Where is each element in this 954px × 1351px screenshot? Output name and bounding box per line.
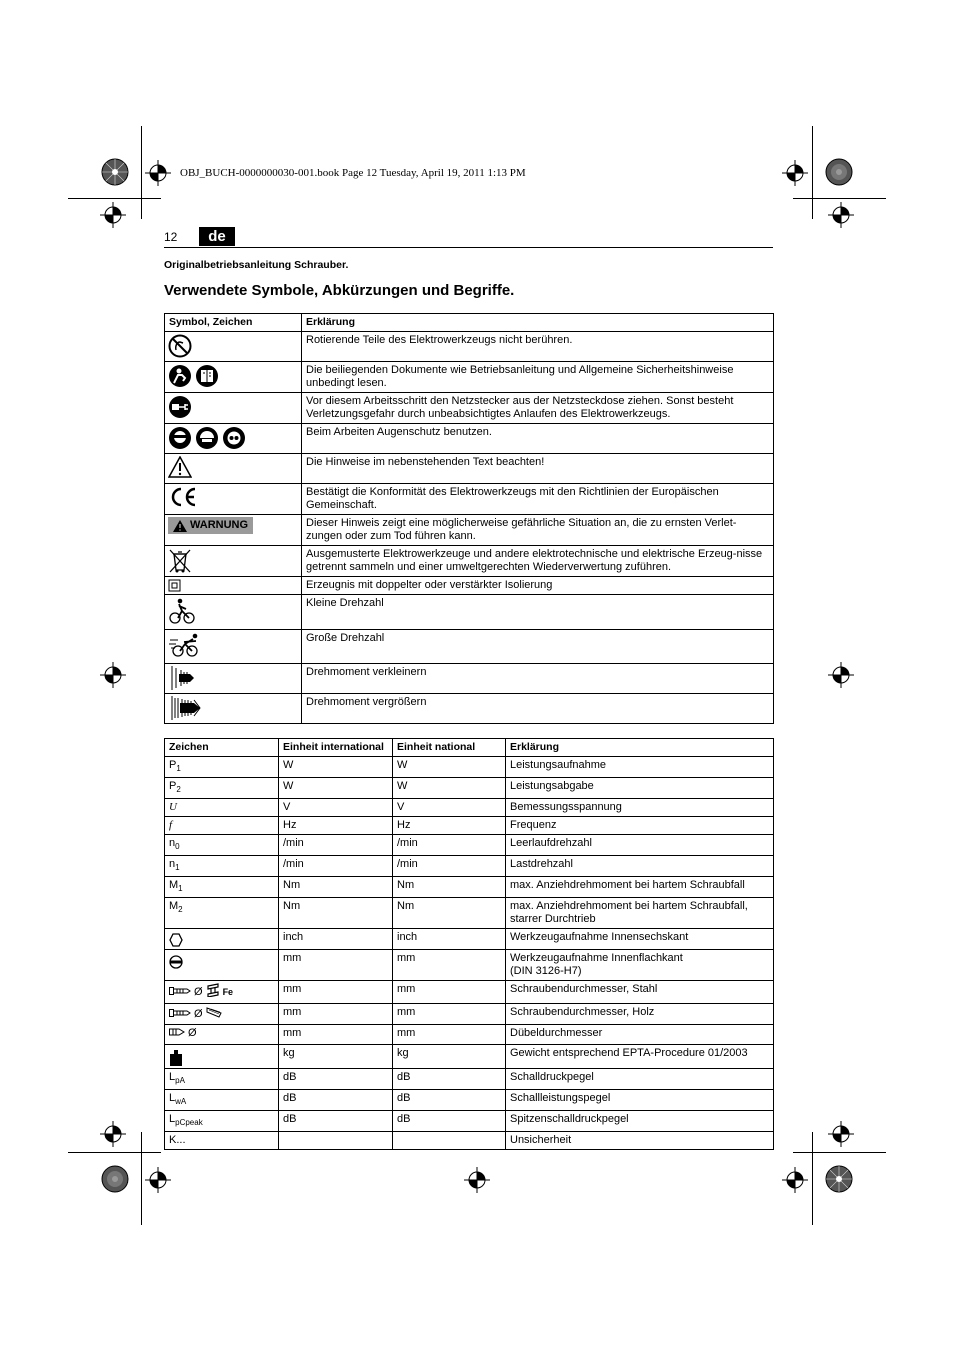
table-cell: W <box>279 757 393 778</box>
table-row <box>165 362 774 393</box>
table-cell: dB <box>393 1111 506 1132</box>
no-touch-rotating-icon <box>168 334 298 358</box>
weee-bin-icon <box>168 548 298 574</box>
warning-triangle-icon <box>168 456 298 478</box>
symbol-text: U <box>169 801 177 813</box>
table-cell: Bestätigt die Konformität des Elektrowerkzeugs mit den Richtlinien der Europäischen Gemeinschaft. <box>302 484 774 515</box>
registration-target-icon <box>100 202 126 228</box>
column-header: Zeichen <box>165 739 279 757</box>
crop-mark <box>812 126 813 219</box>
table-cell: V <box>393 799 506 817</box>
table-row <box>165 1069 774 1090</box>
table-cell: mm <box>279 1025 393 1045</box>
print-wheel-icon <box>101 158 129 186</box>
table-row <box>165 630 774 664</box>
crop-mark <box>68 198 161 199</box>
table-cell: max. Anziehdrehmoment bei hartem Schraubfall, starrer Durchtrieb <box>506 898 774 929</box>
wood-plank-icon <box>206 1006 222 1022</box>
table-cell: /min <box>393 856 506 877</box>
table-cell: inch <box>279 929 393 950</box>
table-cell: /min <box>279 856 393 877</box>
registration-target-icon <box>145 160 171 186</box>
table-row <box>165 1045 774 1069</box>
table-cell: dB <box>279 1090 393 1111</box>
table-row <box>165 454 774 484</box>
diameter-glyph: Ø <box>188 1027 197 1039</box>
crop-mark <box>793 1152 886 1153</box>
table-row <box>165 484 774 515</box>
hex-socket-icon <box>169 933 274 947</box>
screw-wood-icon <box>169 1008 191 1021</box>
registration-target-icon <box>782 1167 808 1193</box>
table-cell: Vor diesem Arbeitsschritt den Netzstecker aus der Netzsteckdose ziehen. Sonst besteht Verletzungsgefahr durch unbeabsichtigtes Anlaufen des Elektrowerkzeugs. <box>302 393 774 424</box>
eye-protection-icon <box>168 426 192 450</box>
print-wheel-icon <box>825 158 853 186</box>
symbol-subscript: 1 <box>176 764 181 773</box>
table-row <box>165 546 774 577</box>
diameter-glyph: Ø <box>194 1007 203 1020</box>
table-row <box>165 515 774 546</box>
table-cell: Kleine Drehzahl <box>302 595 774 630</box>
registration-target-icon <box>100 1121 126 1147</box>
table-cell: Große Drehzahl <box>302 630 774 664</box>
safety-glasses-icon <box>222 426 246 450</box>
table-row <box>165 898 774 929</box>
dowel-icon <box>169 1027 185 1040</box>
read-manual-icon <box>168 364 192 388</box>
slow-cyclist-icon <box>168 597 298 625</box>
table-cell: Unsicherheit <box>506 1132 774 1150</box>
table-cell: Beim Arbeiten Augenschutz benutzen. <box>302 424 774 454</box>
table-cell: mm <box>393 981 506 1004</box>
symbol-subscript: 2 <box>178 905 183 914</box>
symbol-text: M <box>169 900 179 912</box>
crop-mark <box>141 1132 142 1225</box>
table-header-row <box>165 314 774 332</box>
table-row <box>165 694 774 724</box>
table-cell: Bemessungsspannung <box>506 799 774 817</box>
table-cell: max. Anziehdrehmoment bei hartem Schraubfall <box>506 877 774 898</box>
table-cell <box>279 1132 393 1150</box>
table-cell: inch <box>393 929 506 950</box>
table-row <box>165 1090 774 1111</box>
column-header: Einheit international <box>279 739 393 757</box>
table-row <box>165 929 774 950</box>
table-cell: Hz <box>393 817 506 835</box>
table-row <box>165 664 774 694</box>
table-cell: mm <box>279 1004 393 1025</box>
diameter-glyph: Ø <box>194 985 203 998</box>
table-row <box>165 950 774 981</box>
fast-cyclist-icon <box>168 632 298 658</box>
table-row <box>165 424 774 454</box>
symbol-subscript: 1 <box>178 884 183 893</box>
cell-line: Werkzeugaufnahme Innenflachkant <box>510 952 683 964</box>
table-cell: Schallleistungspegel <box>506 1090 774 1111</box>
table-row <box>165 1111 774 1132</box>
table-row <box>165 835 774 856</box>
print-wheel-icon <box>825 1165 853 1193</box>
registration-target-icon <box>100 662 126 688</box>
table-cell: W <box>393 757 506 778</box>
table-row <box>165 856 774 877</box>
column-header: Erklärung <box>506 739 774 757</box>
registration-target-icon <box>828 1121 854 1147</box>
table-cell: Dieser Hinweis zeigt eine möglicherweise gefährliche Situation an, die zu ernsten Verlet-zungen oder zum Tod führen kann. <box>302 515 774 546</box>
table-cell: Schalldruckpegel <box>506 1069 774 1090</box>
table-cell: Leistungsaufnahme <box>506 757 774 778</box>
table-cell: V <box>279 799 393 817</box>
screw-steel-icon <box>169 986 191 999</box>
table-cell: Werkzeugaufnahme Innensechskant <box>506 929 774 950</box>
table-row <box>165 981 774 1004</box>
page-number: 12 <box>164 230 178 244</box>
registration-target-icon <box>828 662 854 688</box>
flat-socket-icon <box>169 955 274 969</box>
steel-tag: Fe <box>222 986 234 997</box>
symbol-subscript: wA <box>175 1097 187 1106</box>
symbol-text: L <box>169 1071 176 1083</box>
print-info-line: OBJ_BUCH-0000000030-001.book Page 12 Tuesday, April 19, 2011 1:13 PM <box>180 167 526 179</box>
table-row <box>165 1004 774 1025</box>
print-wheel-icon <box>101 1165 129 1193</box>
table-cell: Erzeugnis mit doppelter oder verstärkter Isolierung <box>302 577 774 595</box>
registration-target-icon <box>464 1167 490 1193</box>
table-cell: Schraubendurchmesser, Holz <box>506 1004 774 1025</box>
symbol-subscript: pA <box>175 1076 185 1085</box>
symbol-text: f <box>169 819 173 831</box>
table-header-row <box>165 739 774 757</box>
table-cell: mm <box>393 950 506 981</box>
symbol-text: K... <box>169 1134 186 1146</box>
table-cell: Spitzenschalldruckpegel <box>506 1111 774 1132</box>
table-cell: W <box>279 778 393 799</box>
table-cell: Schraubendurchmesser, Stahl <box>506 981 774 1004</box>
table-cell: mm <box>279 950 393 981</box>
table-row <box>165 799 774 817</box>
table-cell <box>393 1132 506 1150</box>
table-cell: Nm <box>279 877 393 898</box>
table-cell: /min <box>393 835 506 856</box>
table-row <box>165 393 774 424</box>
warning-label: WARNUNG <box>190 519 249 531</box>
manual-book-icon <box>195 364 219 388</box>
table-cell: /min <box>279 835 393 856</box>
table-cell: Ausgemusterte Elektrowerkzeuge und andere elektrotechnische und elektrische Erzeug-nisse getrennt sammeln und einer umweltgerechten Wiederverwertung zuführen. <box>302 546 774 577</box>
weight-icon <box>169 1050 274 1066</box>
header-rule <box>164 247 773 248</box>
table-row <box>165 577 774 595</box>
table-cell: dB <box>393 1090 506 1111</box>
table-cell: kg <box>393 1045 506 1069</box>
table-row <box>165 778 774 799</box>
torque-small-icon <box>168 666 298 690</box>
table-cell: dB <box>393 1069 506 1090</box>
symbol-text: L <box>169 1092 176 1104</box>
table-cell: mm <box>393 1025 506 1045</box>
registration-target-icon <box>828 202 854 228</box>
table-cell: Lastdrehzahl <box>506 856 774 877</box>
helmet-goggles-icon <box>195 426 219 450</box>
table-row <box>165 595 774 630</box>
ce-mark-icon <box>168 486 298 508</box>
table-cell: Die beiliegenden Dokumente wie Betriebsanleitung und Allgemeine Sicherheitshinweise unbedingt lesen. <box>302 362 774 393</box>
symbol-text: n <box>169 837 176 849</box>
table-row <box>165 1132 774 1150</box>
table-cell: Leistungsabgabe <box>506 778 774 799</box>
crop-mark <box>141 126 142 219</box>
symbol-subscript: 0 <box>175 842 180 851</box>
symbol-text: n <box>169 858 176 870</box>
cell-line: (DIN 3126-H7) <box>510 965 582 977</box>
table-cell: Rotierende Teile des Elektrowerkzeugs nicht berühren. <box>302 332 774 362</box>
column-header: Erklärung <box>302 314 774 332</box>
crop-mark <box>68 1152 161 1153</box>
table-cell: Die Hinweise im nebenstehenden Text beachten! <box>302 454 774 484</box>
table-cell: mm <box>279 981 393 1004</box>
table-row <box>165 817 774 835</box>
table-cell: kg <box>279 1045 393 1069</box>
crop-mark <box>793 198 886 199</box>
torque-large-icon <box>168 696 298 720</box>
table-cell: Drehmoment vergrößern <box>302 694 774 724</box>
steel-beam-icon <box>206 983 220 1001</box>
table-row <box>165 877 774 898</box>
table-row <box>165 1025 774 1045</box>
table-row <box>165 757 774 778</box>
language-badge: de <box>199 227 235 246</box>
table-cell: dB <box>279 1069 393 1090</box>
double-insulation-icon <box>168 579 298 592</box>
unplug-icon <box>168 395 298 419</box>
table-cell: Hz <box>279 817 393 835</box>
warning-triangle-icon <box>173 520 187 532</box>
table-cell: Gewicht entsprechend EPTA-Procedure 01/2003 <box>506 1045 774 1069</box>
symbols-table <box>164 313 774 724</box>
table-row <box>165 332 774 362</box>
table-cell: Leerlaufdrehzahl <box>506 835 774 856</box>
table-cell: Nm <box>279 898 393 929</box>
symbol-text: P <box>169 780 177 792</box>
crop-mark <box>812 1132 813 1225</box>
symbol-text: M <box>169 879 179 891</box>
symbol-subscript: 2 <box>176 785 181 794</box>
column-header: Einheit national <box>393 739 506 757</box>
units-table <box>164 738 774 1150</box>
symbol-text: L <box>169 1113 176 1125</box>
table-cell: Dübeldurchmesser <box>506 1025 774 1045</box>
warning-badge <box>168 517 253 534</box>
table-cell: Nm <box>393 877 506 898</box>
table-cell: mm <box>393 1004 506 1025</box>
table-cell: Frequenz <box>506 817 774 835</box>
symbol-text: P <box>169 759 177 771</box>
registration-target-icon <box>145 1167 171 1193</box>
symbol-subscript: 1 <box>175 863 180 872</box>
section-title: Verwendete Symbole, Abkürzungen und Begriffe. <box>164 282 515 299</box>
table-cell: W <box>393 778 506 799</box>
table-cell: Nm <box>393 898 506 929</box>
registration-target-icon <box>782 160 808 186</box>
document-title: Originalbetriebsanleitung Schrauber. <box>164 259 349 271</box>
symbol-subscript: pCpeak <box>175 1118 203 1127</box>
table-cell: Drehmoment verkleinern <box>302 664 774 694</box>
column-header: Symbol, Zeichen <box>165 314 302 332</box>
table-cell: dB <box>279 1111 393 1132</box>
